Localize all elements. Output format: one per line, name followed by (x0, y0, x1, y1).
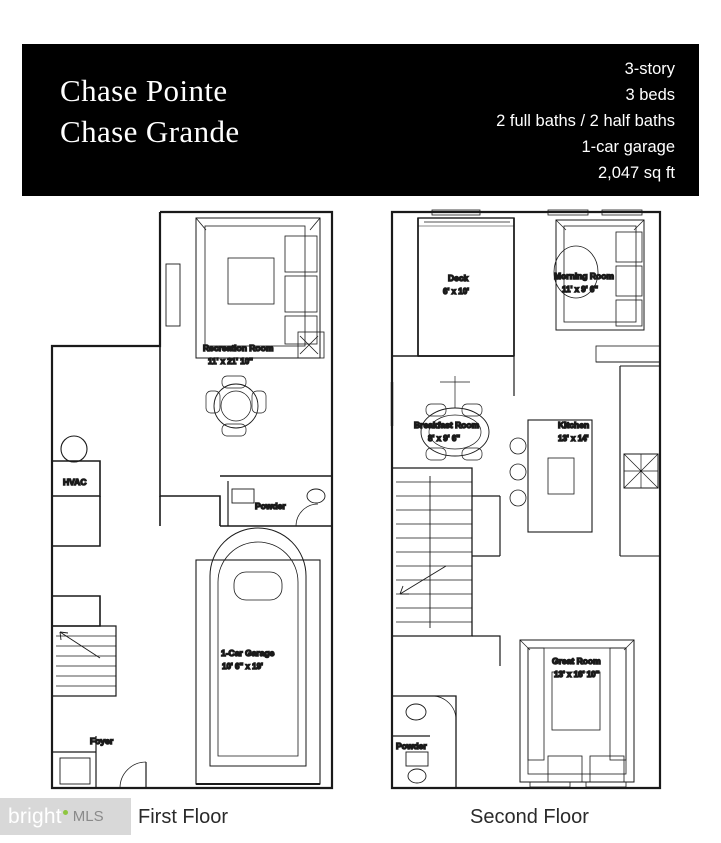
caption-second-floor: Second Floor (470, 806, 589, 828)
watermark-brand: bright (8, 804, 62, 828)
room-dim-recreation-room: 11' x 21' 10" (208, 357, 253, 366)
spec-baths: 2 full baths / 2 half baths (496, 112, 675, 130)
plan-title-line2: Chase Grande (60, 114, 240, 149)
room-label-deck: Deck (448, 273, 469, 283)
room-dim-breakfast-room: 8' x 9' 6" (428, 434, 461, 443)
watermark-suffix: MLS (72, 808, 104, 825)
room-dim-deck: 6' x 10' (443, 287, 470, 296)
room-label-powder-first: Powder (255, 501, 286, 511)
room-label-foyer: Foyer (90, 736, 114, 746)
room-label-hvac: HVAC (63, 477, 87, 487)
bright-mls-watermark (0, 798, 131, 835)
floorplan-drawing (0, 196, 721, 806)
spec-stories: 3-story (624, 60, 675, 78)
plan-title (60, 70, 240, 152)
spec-garage: 1-car garage (581, 138, 675, 156)
room-label-kitchen: Kitchen (558, 420, 590, 430)
first-floor-plan (52, 212, 332, 788)
room-label-great-room: Great Room (552, 656, 601, 666)
watermark-dot-icon (63, 810, 68, 815)
room-dim-garage: 10' 6" x 19' (222, 662, 263, 671)
spec-sqft: 2,047 sq ft (597, 164, 675, 182)
room-label-morning-room: Morning Room (554, 271, 614, 281)
plan-specs-list (496, 56, 675, 186)
second-floor-plan (392, 210, 660, 788)
room-dim-great-room: 13' x 16' 10" (554, 670, 600, 679)
caption-first-floor: First Floor (138, 806, 228, 828)
plan-title-line1: Chase Pointe (60, 73, 228, 108)
plan-header-banner (22, 44, 699, 196)
room-label-garage: 1-Car Garage (221, 648, 275, 658)
room-dim-morning-room: 11' x 9' 6" (562, 285, 599, 294)
room-label-recreation-room: Recreation Room (203, 343, 274, 353)
room-dim-kitchen: 13' x 14' (558, 434, 589, 443)
spec-beds: 3 beds (625, 86, 675, 104)
room-label-powder-second: Powder (396, 741, 427, 751)
room-label-breakfast-room: Breakfast Room (414, 420, 480, 430)
